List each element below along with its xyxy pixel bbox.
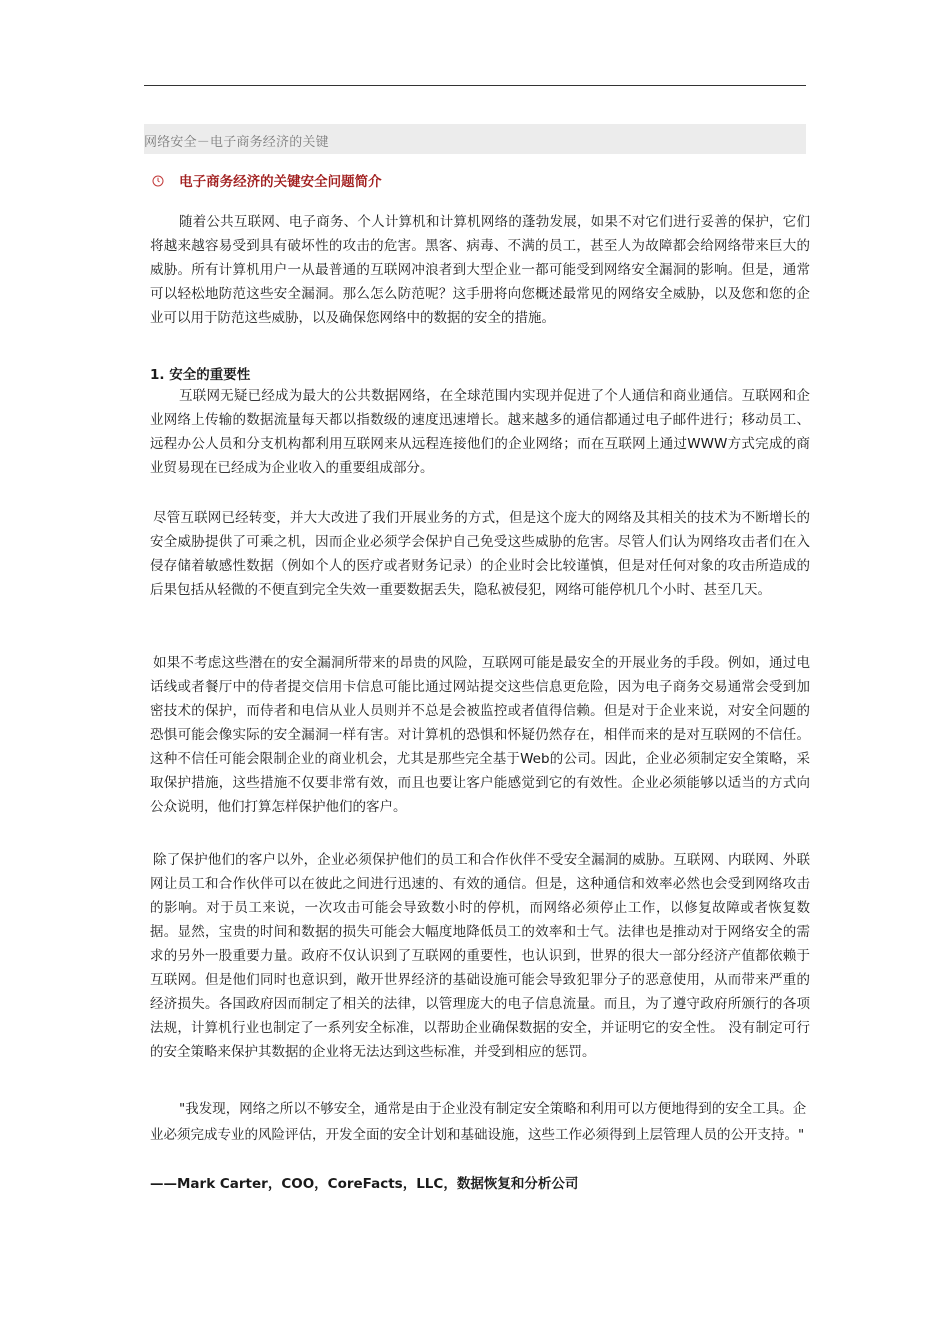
- intro-heading-text: 电子商务经济的关键安全问题简介: [179, 174, 382, 190]
- top-rule: [144, 85, 806, 86]
- section-title: 1. 安全的重要性: [150, 367, 251, 383]
- intro-heading: [152, 170, 382, 190]
- document-title-band: [144, 124, 806, 154]
- section-paragraph-2: 尽管互联网已经转变，并大大改进了我们开展业务的方式，但是这个庞大的网络及其相关的技术为不断增长的安全威胁提供了可乘之机，因而企业必须学会保护自己免受这些威胁的危害。尽管人们认为网络攻击者们在入侵存储着敏感性数据（例如个人的医疗或者财务记录）的企业时会比较谨慎，但是对任何对象的攻击所造成的后果包括从轻微的不便直到完全失效一重要数据丢失，隐私被侵犯，网络可能停机几个小时、甚至几天。: [150, 510, 810, 598]
- quote-attribution: ——Mark Carter，COO，CoreFacts，LLC，数据恢复和分析公司: [150, 1176, 579, 1192]
- section-paragraph-3: 如果不考虑这些潜在的安全漏洞所带来的昂贵的风险，互联网可能是最安全的开展业务的手段。例如，通过电话线或者餐厅中的侍者提交信用卡信息可能比通过网站提交这些信息更危险，因为电子商务交易通常会受到加密技术的保护，而侍者和电信从业人员则并不总是会被监控或者值得信赖。但是对于企业来说，对安全问题的恐惧可能会像实际的安全漏洞一样有害。对计算机的恐惧和怀疑仍然存在，相伴而来的是对互联网的不信任。这种不信任可能会限制企业的商业机会，尤其是那些完全基于Web的公司。因此，企业必须制定安全策略，采取保护措施，这些措施不仅要非常有效，而且也要让客户能感觉到它的有效性。企业必须能够以适当的方式向公众说明，他们打算怎样保护他们的客户。: [150, 655, 810, 815]
- section-paragraph-1: 互联网无疑已经成为最大的公共数据网络，在全球范围内实现并促进了个人通信和商业通信。互联网和企业网络上传输的数据流量每天都以指数级的速度迅速增长。越来越多的通信都通过电子邮件进行；移动员工、远程办公人员和分支机构都利用互联网来从远程连接他们的企业网络；而在互联网上通过WWW方式完成的商业贸易现在已经成为企业收入的重要组成部分。: [150, 388, 810, 476]
- intro-paragraph: 随着公共互联网、电子商务、个人计算机和计算机网络的蓬勃发展，如果不对它们进行妥善的保护，它们将越来越容易受到具有破坏性的攻击的危害。黑客、病毒、不满的员工，甚至人为故障都会给网络带来巨大的威胁。所有计算机用户一从最普通的互联网冲浪者到大型企业一都可能受到网络安全漏洞的影响。但是，通常可以轻松地防范这些安全漏洞。那么怎么防范呢？这手册将向您概述最常见的网络安全威胁，以及您和您的企业可以用于防范这些威胁，以及确保您网络中的数据的安全的措施。: [150, 214, 810, 326]
- document-title: 网络安全－电子商务经济的关键: [144, 135, 329, 150]
- section-paragraph-4: 除了保护他们的客户以外，企业必须保护他们的员工和合作伙伴不受安全漏洞的威胁。互联网、内联网、外联网让员工和合作伙伴可以在彼此之间进行迅速的、有效的通信。但是，这种通信和效率必然也会受到网络攻击的影响。对于员工来说，一次攻击可能会导致数小时的停机，而网络必须停止工作，以修复故障或者恢复数据。显然，宝贵的时间和数据的损失可能会大幅度地降低员工的效率和士气。法律也是推动对于网络安全的需求的另外一股重要力量。政府不仅认识到了互联网的重要性，也认识到，世界的很大一部分经济产值都依赖于互联网。但是他们同时也意识到，敞开世界经济的基础设施可能会导致犯罪分子的恶意使用，从而带来严重的经济损失。各国政府因而制定了相关的法律，以管理庞大的电子信息流量。而且，为了遵守政府所颁行的各项法规，计算机行业也制定了一系列安全标准，以帮助企业确保数据的安全，并证明它的安全性。 没有制定可行的安全策略来保护其数据的企业将无法达到这些标准，并受到相应的惩罚。: [150, 852, 810, 1060]
- quote-paragraph: "我发现，网络之所以不够安全，通常是由于企业没有制定安全策略和利用可以方便地得到的安全工具。企业必须完成专业的风险评估，开发全面的安全计划和基础设施，这些工作必须得到上层管理人员的公开支持。": [150, 1101, 807, 1143]
- clock-icon: [152, 175, 164, 187]
